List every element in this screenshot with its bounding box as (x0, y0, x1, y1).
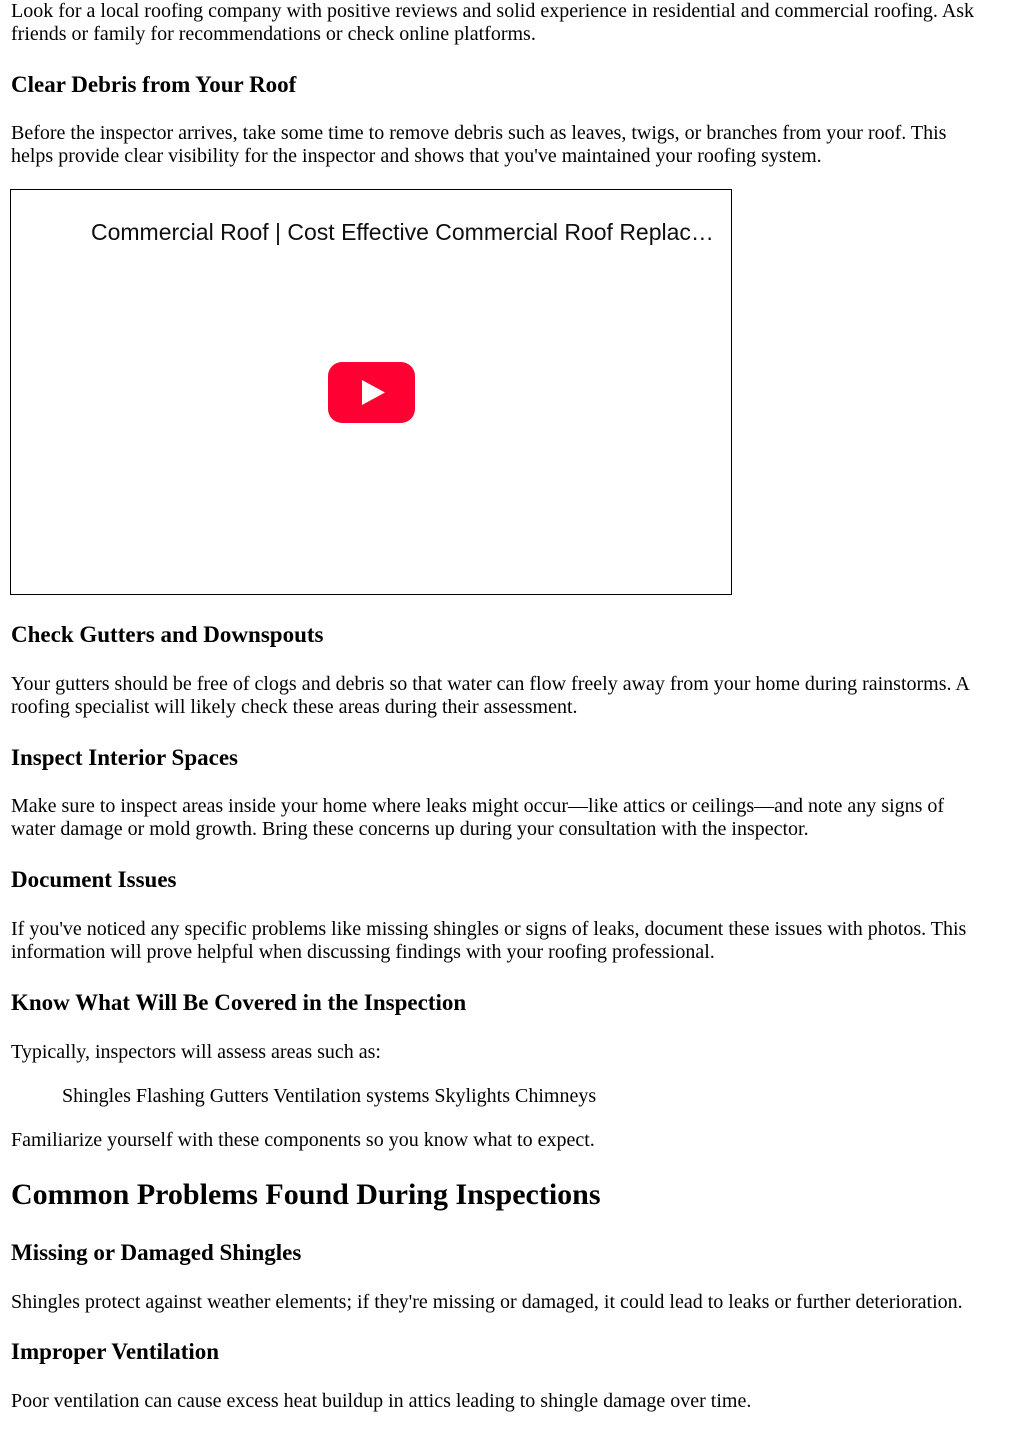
intro-paragraph-line-1: Look for a local roofing company with positive reviews and solid experience in residential and commercial roofing. Ask (11, 0, 975, 22)
document-paragraph-line-2: information will prove helpful when discussing findings with your roofing professional. (11, 941, 715, 963)
heading-covered: Know What Will Be Covered in the Inspection (11, 990, 467, 1015)
clear-debris-paragraph-line-1: Before the inspector arrives, take some time to remove debris such as leaves, twigs, or branches from your roof. This (11, 122, 947, 144)
document-paragraph-line-1: If you've noticed any specific problems like missing shingles or signs of leaks, document these issues with photos. This (11, 918, 967, 940)
covered-list: Shingles Flashing Gutters Ventilation systems Skylights Chimneys (62, 1085, 597, 1107)
clear-debris-paragraph-line-2: helps provide clear visibility for the inspector and shows that you've maintained your roofing system. (11, 145, 822, 167)
covered-outro: Familiarize yourself with these components so you know what to expect. (11, 1129, 595, 1151)
heading-clear-debris: Clear Debris from Your Roof (11, 72, 297, 97)
heading-gutters: Check Gutters and Downspouts (11, 622, 324, 647)
heading-missing-shingles: Missing or Damaged Shingles (11, 1240, 302, 1265)
video-title[interactable]: Commercial Roof | Cost Effective Commercial Roof Replac… (91, 219, 714, 245)
intro-paragraph-line-2: friends or family for recommendations or check online platforms. (11, 23, 536, 45)
gutters-paragraph-line-1: Your gutters should be free of clogs and debris so that water can flow freely away from your home during rainstorms. A (11, 673, 970, 695)
youtube-play-icon[interactable] (328, 362, 415, 423)
embedded-video[interactable] (10, 189, 732, 595)
heading-document-issues: Document Issues (11, 867, 177, 892)
heading-ventilation: Improper Ventilation (11, 1339, 220, 1364)
ventilation-paragraph: Poor ventilation can cause excess heat buildup in attics leading to shingle damage over time. (11, 1390, 752, 1412)
covered-intro: Typically, inspectors will assess areas such as: (11, 1041, 381, 1063)
heading-interior: Inspect Interior Spaces (11, 745, 239, 770)
heading-common-problems: Common Problems Found During Inspections (11, 1178, 601, 1211)
interior-paragraph-line-1: Make sure to inspect areas inside your home where leaks might occur—like attics or ceilings—and note any signs of (11, 795, 945, 817)
gutters-paragraph-line-2: roofing specialist will likely check these areas during their assessment. (11, 696, 578, 718)
missing-shingles-paragraph: Shingles protect against weather elements; if they're missing or damaged, it could lead to leaks or further deterioration. (11, 1291, 963, 1313)
interior-paragraph-line-2: water damage or mold growth. Bring these concerns up during your consultation with the inspector. (11, 818, 809, 840)
